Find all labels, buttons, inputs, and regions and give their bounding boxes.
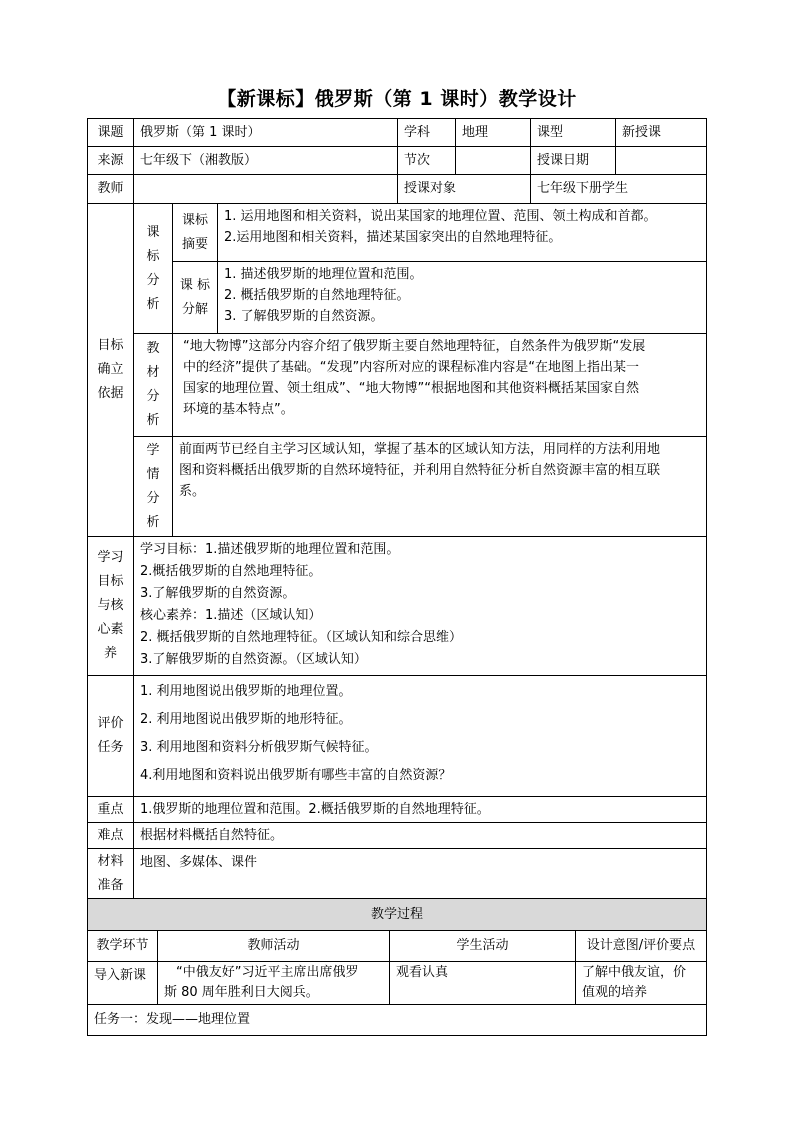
col-student-header: 学生活动 — [389, 930, 576, 962]
stage-intro: 导入新课 — [87, 961, 158, 1005]
teacher-label: 教师 — [87, 174, 134, 204]
type-label: 课型 — [530, 118, 616, 147]
difficulties-label: 难点 — [87, 822, 134, 849]
period-value — [455, 146, 531, 175]
goals-content: 学习目标：1.描述俄罗斯的地理位置和范围。 2.概括俄罗斯的自然地理特征。 3.了解俄罗斯的自然资源。 核心素养：1.描述（区域认知） 2. 概括俄罗斯的自然地理特征。（区域认知和综合思维） 3.了解俄罗斯的自然资源。（区域认知） — [133, 536, 707, 676]
tasks-label: 评价 任务 — [87, 675, 134, 797]
document-title: 【新课标】俄罗斯（第 1 课时）教学设计 — [217, 88, 577, 110]
decomposition-label: 课 标 分解 — [172, 261, 218, 334]
materials-label: 材料 准备 — [87, 848, 134, 899]
teacher-value — [133, 174, 398, 204]
materials-value: 地图、多媒体、课件 — [133, 848, 707, 899]
audience-label: 授课对象 — [397, 174, 531, 204]
subject-value: 地理 — [455, 118, 531, 147]
textbook-analysis-content: “地大物博”这部分内容介绍了俄罗斯主要自然地理特征，自然条件为俄罗斯“发展 中的经济”提供了基础。“发现”内容所对应的课程标准内容是“在地图上指出某一 国家的地理位置、领土组成”、“地大物博”“根据地图和其他资料概括某国家自然 环境的基本特点”。 — [172, 333, 707, 437]
key-points-value: 1.俄罗斯的地理位置和范围。2.概括俄罗斯的自然地理特征。 — [133, 796, 707, 823]
summary-content: 1. 运用地图和相关资料，说出某国家的地理位置、范围、领土构成和首都。 2.运用地图和相关资料，描述某国家突出的自然地理特征。 — [217, 203, 707, 262]
textbook-analysis-label: 教 材 分 析 — [133, 333, 173, 437]
learner-analysis-content: 前面两节已经自主学习区域认知，掌握了基本的区域认知方法，用同样的方法利用地 图和资料概括出俄罗斯的自然环境特征，并利用自然特征分析自然资源丰富的相互联 系。 — [172, 436, 707, 537]
source-label: 来源 — [87, 146, 134, 175]
curriculum-analysis-label: 课 标 分 析 — [133, 203, 173, 334]
student-activity-intro: 观看认真 — [389, 961, 576, 1005]
key-points-label: 重点 — [87, 796, 134, 823]
tasks-content: 1. 利用地图说出俄罗斯的地理位置。 2. 利用地图说出俄罗斯的地形特征。 3. 利用地图和资料分析俄罗斯气候特征。 4.利用地图和资料说出俄罗斯有哪些丰富的自然资源？ — [133, 675, 707, 797]
date-value — [615, 146, 707, 175]
type-value: 新授课 — [615, 118, 707, 147]
source-value: 七年级下（湘教版） — [133, 146, 398, 175]
task-one: 任务一：发现——地理位置 — [87, 1004, 707, 1036]
col-intent-header: 设计意图/评价要点 — [575, 930, 707, 962]
topic-value: 俄罗斯（第 1 课时） — [133, 118, 398, 147]
learner-analysis-label: 学 情 分 析 — [133, 436, 173, 537]
decomposition-content: 1. 描述俄罗斯的地理位置和范围。 2. 概括俄罗斯的自然地理特征。 3. 了解俄罗斯的自然资源。 — [217, 261, 707, 334]
basis-label: 目标 确立 依据 — [87, 203, 134, 537]
process-header: 教学过程 — [87, 898, 707, 931]
audience-value: 七年级下册学生 — [530, 174, 707, 204]
summary-label: 课标 摘要 — [172, 203, 218, 262]
date-label: 授课日期 — [530, 146, 616, 175]
topic-label: 课题 — [87, 118, 134, 147]
difficulties-value: 根据材料概括自然特征。 — [133, 822, 707, 849]
col-stage-header: 教学环节 — [87, 930, 158, 962]
col-teacher-header: 教师活动 — [157, 930, 390, 962]
subject-label: 学科 — [397, 118, 456, 147]
goals-label: 学习 目标 与核 心素 养 — [87, 536, 134, 676]
period-label: 节次 — [397, 146, 456, 175]
teacher-activity-intro: “中俄友好”习近平主席出席俄罗 斯 80 周年胜利日大阅兵。 — [157, 961, 390, 1005]
intent-intro: 了解中俄友谊，价 值观的培养 — [575, 961, 707, 1005]
